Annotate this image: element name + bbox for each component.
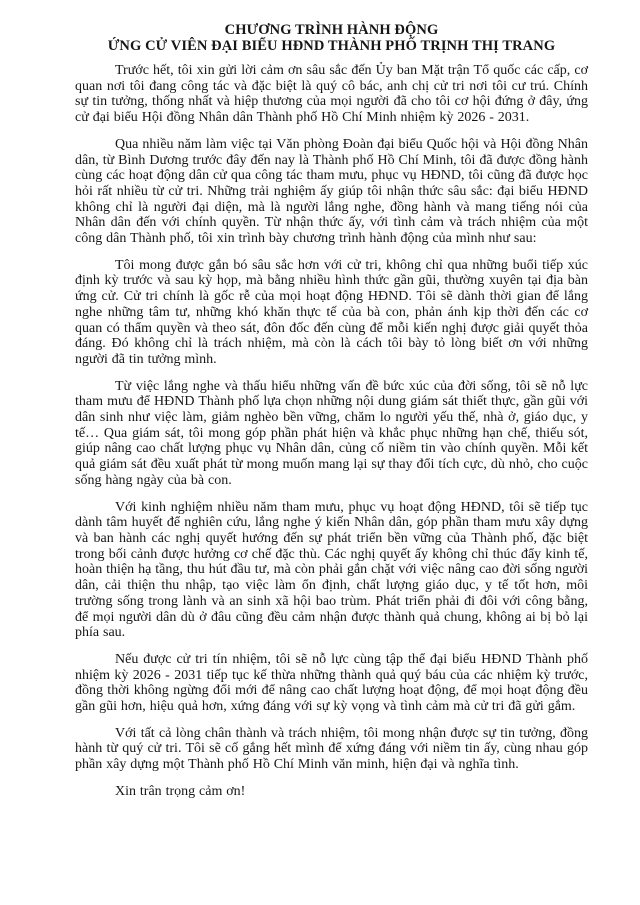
paragraph-policy: Với kinh nghiệm nhiều năm tham mưu, phục vụ hoạt động HĐND, tôi sẽ tiếp tục dành tâm huyết để nghiên cứu, lắng nghe ý kiến Nhân dân, góp phần tham mưu xây dựng và ban hành các nghị quyết hướng đến sự phát triển bền vững của Thành phố, đặc biệt trong bối cảnh được hưởng cơ chế đặc thù. Các nghị quyết ấy không chỉ thúc đẩy kinh tế, hoàn thiện hạ tầng, thu hút đầu tư, mà còn phải gắn chặt với việc nâng cao đời sống người dân, cải thiện thu nhập, tạo việc làm ổn định, chất lượng giáo dục, y tế tốt hơn, môi trường sống trong lành và an sinh xã hội bao trùm. Phát triển phải đi đôi với công bằng, để mọi người dân dù ở đâu cũng đều cảm nhận được thành quả chung, không ai bị bỏ lại phía sau. bbox=[75, 499, 588, 641]
paragraph-supervision: Từ việc lắng nghe và thấu hiểu những vấn đề bức xúc của đời sống, tôi sẽ nỗ lực tham mưu để HĐND Thành phố lựa chọn những nội dung giám sát thiết thực, gần gũi với dân sinh như việc làm, giảm nghèo bền vững, chăm lo người yếu thế, nhà ở, giáo dục, y tế… Qua giám sát, tôi mong góp phần phát hiện và khắc phục những hạn chế, thiếu sót, giúp nâng cao chất lượng phục vụ Nhân dân, củng cố niềm tin vào chính quyền. Mỗi kết quả giám sát đều xuất phát từ mong muốn mang lại sự thay đổi tích cực, dù nhỏ, cho cuộc sống hàng ngày của bà con. bbox=[75, 378, 588, 488]
document-content bbox=[75, 22, 588, 811]
paragraph-commitment: Nếu được cử tri tín nhiệm, tôi sẽ nỗ lực cùng tập thể đại biểu HĐND Thành phố nhiệm kỳ 2026 - 2031 tiếp tục kế thừa những thành quả quý báu của các nhiệm kỳ trước, đồng thời không ngừng đổi mới để nâng cao chất lượng hoạt động, để mọi hoạt động đều gần gũi hơn, hiệu quả hơn, xứng đáng với sự kỳ vọng và tình cảm mà cử tri đã gửi gắm. bbox=[75, 651, 588, 715]
paragraph-voter-contact: Tôi mong được gắn bó sâu sắc hơn với cử tri, không chỉ qua những buổi tiếp xúc định kỳ trước và sau kỳ họp, mà bằng nhiều hình thức gần gũi, thường xuyên tại địa bàn ứng cử. Cử tri chính là gốc rễ của mọi hoạt động HĐND. Tôi sẽ dành thời gian để lắng nghe những tâm tư, những khó khăn thực tế của bà con, phản ánh kịp thời đến các cơ quan có thẩm quyền và theo sát, đôn đốc đến cùng để mỗi kiến nghị được giải quyết thỏa đáng. Đó không chỉ là trách nhiệm, mà còn là cách tôi bày tỏ lòng biết ơn với những người đã tin tưởng mình. bbox=[75, 257, 588, 367]
document-title-line1: CHƯƠNG TRÌNH HÀNH ĐỘNG bbox=[224, 22, 439, 38]
document-title bbox=[75, 22, 588, 54]
paragraph-experience: Qua nhiều năm làm việc tại Văn phòng Đoàn đại biểu Quốc hội và Hội đồng Nhân dân, từ Bình Dương trước đây đến nay là Thành phố Hồ Chí Minh, tôi đã được đồng hành cùng các hoạt động dân cử qua công tác tham mưu, phục vụ HĐND, tôi cũng đã được học hỏi rất nhiều từ cử tri. Những trải nghiệm ấy giúp tôi nhận thức sâu sắc: đại biểu HĐND không chỉ là người đại diện, mà là người lắng nghe, đồng hành và mang tiếng nói của Nhân dân đến với chính quyền. Từ nhận thức ấy, với tình cảm và trách nhiệm của một công dân Thành phố, tôi xin trình bày chương trình hành động của mình như sau: bbox=[75, 136, 588, 247]
paragraph-greeting: Trước hết, tôi xin gửi lời cảm ơn sâu sắc đến Ủy ban Mặt trận Tổ quốc các cấp, cơ quan nơi tôi đang công tác và đặc biệt là quý cô bác, anh chị cử tri nơi tôi cư trú. Chính sự tin tưởng, thống nhất và hiệp thương của mọi người đã cho tôi cơ hội đứng ở đây, ứng cử đại biểu Hội đồng Nhân dân Thành phố Hồ Chí Minh nhiệm kỳ 2026 - 2031. bbox=[75, 63, 588, 126]
paragraph-thanks: Xin trân trọng cảm ơn! bbox=[115, 783, 246, 799]
paragraph-sincerity: Với tất cả lòng chân thành và trách nhiệm, tôi mong nhận được sự tin tưởng, đồng hành từ quý cử tri. Tôi sẽ cố gắng hết mình để xứng đáng với niềm tin ấy, cùng nhau góp phần xây dựng một Thành phố Hồ Chí Minh văn minh, hiện đại và nghĩa tình. bbox=[75, 725, 588, 773]
document-title-line2: ỨNG CỬ VIÊN ĐẠI BIỂU HĐND THÀNH PHỐ TRỊNH THỊ TRANG bbox=[107, 38, 556, 54]
